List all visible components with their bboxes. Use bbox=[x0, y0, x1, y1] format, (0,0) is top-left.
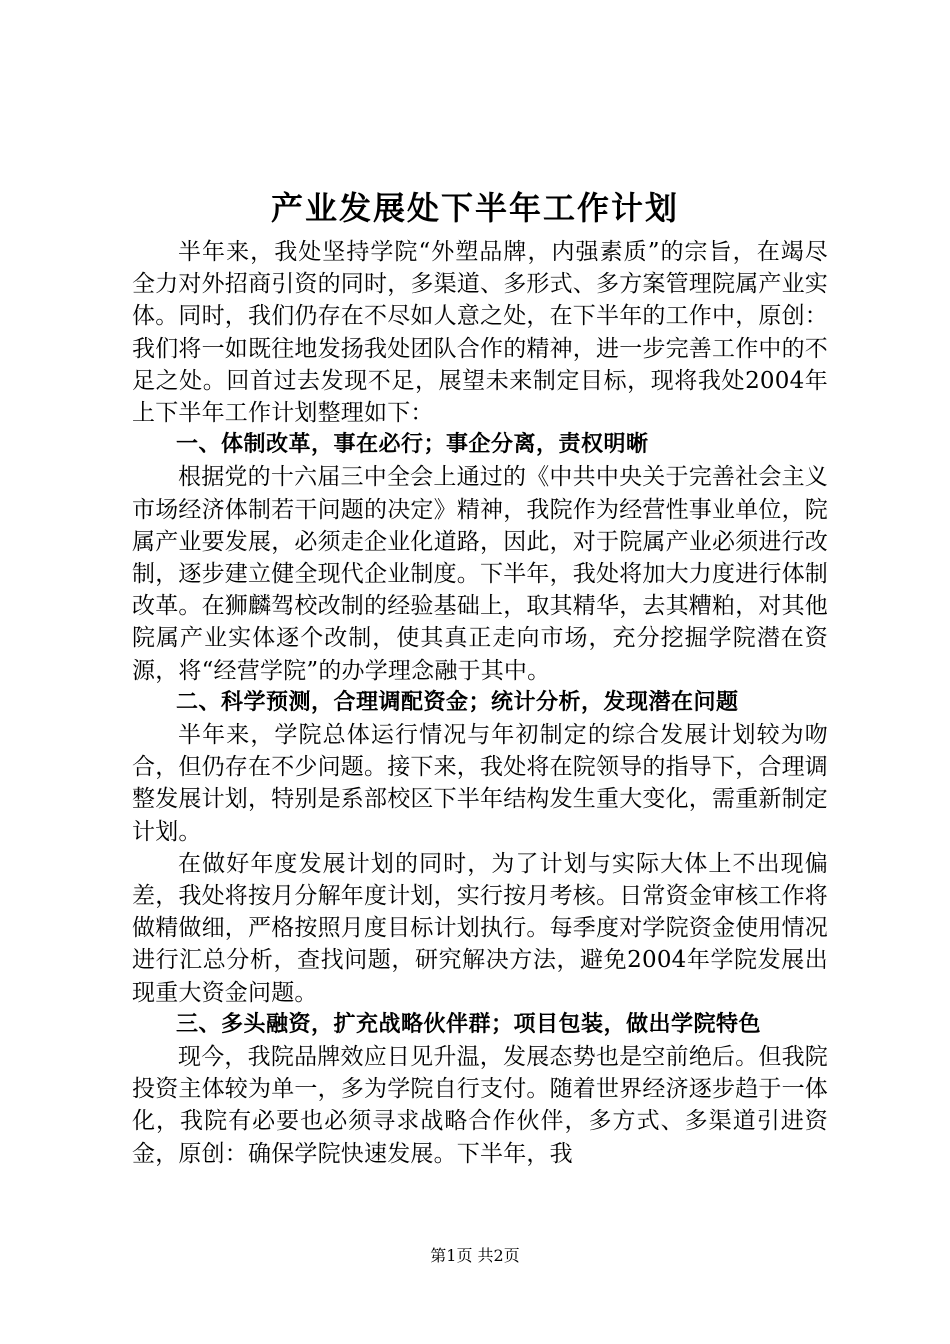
section-3-paragraph: 现今，我院品牌效应日见升温，发展态势也是空前绝后。但我院投资主体较为单一，多为学院自行支付。随着世界经济逐步趋于一体化，我院有必要也必须寻求战略合作伙伴，多方式、多渠道引进资金，原创：确保学院快速发展。下半年，我 bbox=[132, 1044, 828, 1167]
document-title: 产业发展处下半年工作计划 bbox=[270, 189, 679, 227]
section-1-heading: 一、体制改革，事在必行；事企分离，责权明晰 bbox=[176, 432, 649, 458]
page-footer: 第1页 共2页 bbox=[430, 1246, 520, 1265]
section-1-paragraph: 根据党的十六届三中全会上通过的《中共中央关于完善社会主义市场经济体制若干问题的决定》精神，我院作为经营性事业单位，院属产业要发展，必须走企业化道路，因此，对于院属产业必须进行改制，逐步建立健全现代企业制度。下半年，我处将加大力度进行体制改革。在狮麟驾校改制的经验基础上，取其精华，去其糟粕，对其他院属产业实体逐个改制，使其真正走向市场，充分挖掘学院潜在资源，将“经营学院”的办学理念融于其中。 bbox=[132, 464, 828, 684]
section-3-heading: 三、多头融资，扩充战略伙伴群；项目包装，做出学院特色 bbox=[176, 1011, 762, 1037]
section-2-heading: 二、科学预测，合理调配资金；统计分析，发现潜在问题 bbox=[176, 689, 739, 715]
section-2-paragraph-1: 半年来，学院总体运行情况与年初制定的综合发展计划较为吻合，但仍存在不少问题。接下来，我处将在院领导的指导下，合理调整发展计划，特别是系部校区下半年结构发生重大变化，需重新制定计划。 bbox=[132, 722, 828, 845]
document-body bbox=[132, 236, 828, 1170]
intro-paragraph: 半年来，我处坚持学院“外塑品牌，内强素质”的宗旨，在竭尽全力对外招商引资的同时，多渠道、多形式、多方案管理院属产业实体。同时，我们仍存在不尽如人意之处，在下半年的工作中，原创：我们将一如既往地发扬我处团队合作的精神，进一步完善工作中的不足之处。回首过去发现不足，展望未来制定目标，现将我处2004年上下半年工作计划整理如下： bbox=[132, 239, 828, 427]
section-2-paragraph-2: 在做好年度发展计划的同时，为了计划与实际大体上不出现偏差，我处将按月分解年度计划，实行按月考核。日常资金审核工作将做精做细，严格按照月度目标计划执行。每季度对学院资金使用情况进行汇总分析，查找问题，研究解决方法，避免2004年学院发展出现重大资金问题。 bbox=[132, 850, 828, 1006]
